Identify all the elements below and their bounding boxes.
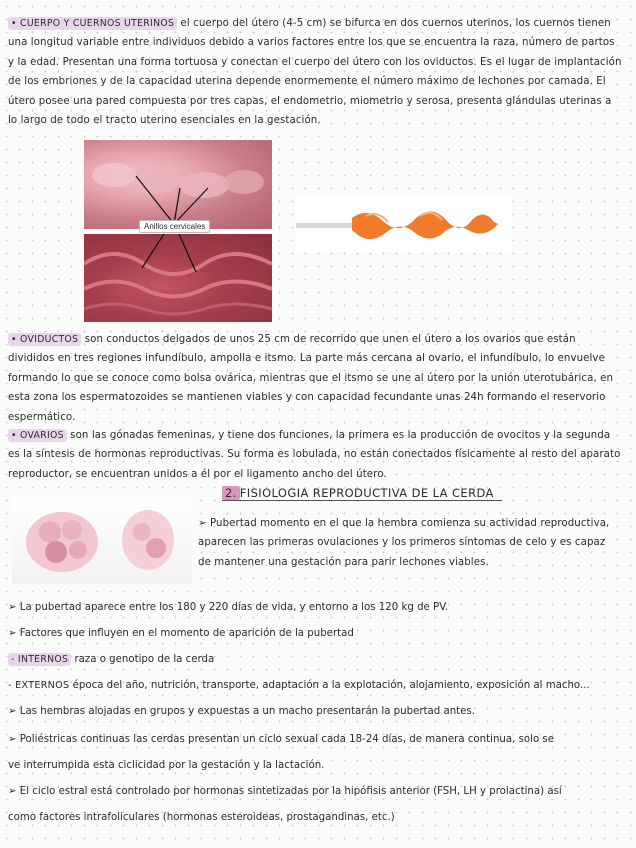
term-ovarios: • OVARIOS bbox=[8, 429, 67, 442]
line-internos bbox=[8, 650, 624, 669]
line-pubertad-edad: ➢ La pubertad aparece entre los 180 y 220 días de vida, y entorno a los 120 kg de PV. bbox=[8, 602, 449, 613]
catheter-photo bbox=[296, 196, 512, 252]
paragraph-text: son las gónadas femeninas, y tiene dos funciones, la primera es la producción de ovocitos y la segunda es la síntesis de hormonas reproductivas. Su forma es lobulada, no están conectados físicamente al resto del aparato reproductor, se encuentran unidos a él por el ligamento ancho del útero. bbox=[8, 430, 621, 480]
term-cuernos-uterinos: • CUERPO Y CUERNOS UTERINOS bbox=[8, 17, 177, 30]
section-title: FISIOLOGIA REPRODUCTIVA DE LA CERDA bbox=[239, 486, 494, 500]
line-factores: ➢ Factores que influyen en el momento de aparición de la pubertad bbox=[8, 628, 354, 639]
section-number: 2. bbox=[222, 486, 240, 500]
line-externos bbox=[8, 676, 624, 695]
term-internos: - INTERNOS bbox=[8, 653, 71, 666]
catheter-drawing bbox=[296, 196, 512, 252]
externos-text: época del año, nutrición, transporte, adaptación a la explotación, alojamiento, exposición al macho... bbox=[69, 680, 590, 691]
paragraph-ovarios bbox=[8, 426, 622, 484]
paragraph-cuernos-uterinos bbox=[8, 14, 622, 130]
paragraph-oviductos bbox=[8, 330, 622, 427]
paragraph-pubertad: ➢ Pubertad momento en el que la hembra comienza su actividad reproductiva, aparecen las primeras ovulaciones y los primeros síntomas de celo y es capaz de mantener una gestación para parir lechones viables. bbox=[198, 518, 610, 568]
ovaries-photo bbox=[12, 496, 192, 584]
image-label-anillos: Anillos cervicales bbox=[139, 220, 210, 233]
section-heading bbox=[222, 486, 502, 501]
term-externos: - EXTERNOS bbox=[8, 680, 70, 691]
paragraph-text: el cuerpo del útero (4-5 cm) se bifurca en dos cuernos uterinos, los cuernos tienen una longitud variable entre individuos debido a varios factores entre los que se encuentra la raza, número de partos y la edad. Presentan una forma tortuosa y conectan el cuerpo del útero con los oviductos. Es el lugar de implantación de los embriones y de la capacidad uterina depende enormemente el número máximo de lechones por camada. El útero posee una pared compuesta por tres capas, el endometrio, miometrio y serosa, presenta glándulas uterinas a lo largo de todo el tracto uterino esenciales en la gestación. bbox=[8, 18, 622, 127]
term-oviductos: • OVIDUCTOS bbox=[8, 333, 81, 346]
line-ciclo-estral-1: ➢ El ciclo estral está controlado por hormonas sintetizadas por la hipófisis anterior (FSH, LH y prolactina) así bbox=[8, 786, 562, 797]
internos-text: raza o genotipo de la cerda bbox=[71, 654, 215, 665]
line-poliestricas-1: ➢ Poliéstricas continuas las cerdas presentan un ciclo sexual cada 18-24 días, de manera continua, solo se bbox=[8, 734, 554, 745]
line-poliestricas-2: ve interrumpida esta ciclicidad por la gestación y la lactación. bbox=[8, 760, 325, 771]
ovaries-drawing bbox=[12, 496, 192, 584]
line-hembras-agrupadas: ➢ Las hembras alojadas en grupos y expuestas a un macho presentarán la pubertad antes. bbox=[8, 706, 475, 717]
line-ciclo-estral-2: como factores intrafoliculares (hormonas esteroideas, prostagandinas, etc.) bbox=[8, 812, 395, 823]
paragraph-text: son conductos delgados de unos 25 cm de recorrido que unen el útero a los ovarios que están divididos en tres regiones infundíbulo, ampolla e itsmo. La parte más cercana al ovario, el infundíbulo, lo envuelve formando lo que se conoce como bolsa ovárica, mientras que el itsmo se une al útero por la unión uterotubárica, en esta zona los espermatozoides se mantienen viables y con capacidad fecundante unas 24h formando el reservorio espermático. bbox=[8, 334, 614, 423]
